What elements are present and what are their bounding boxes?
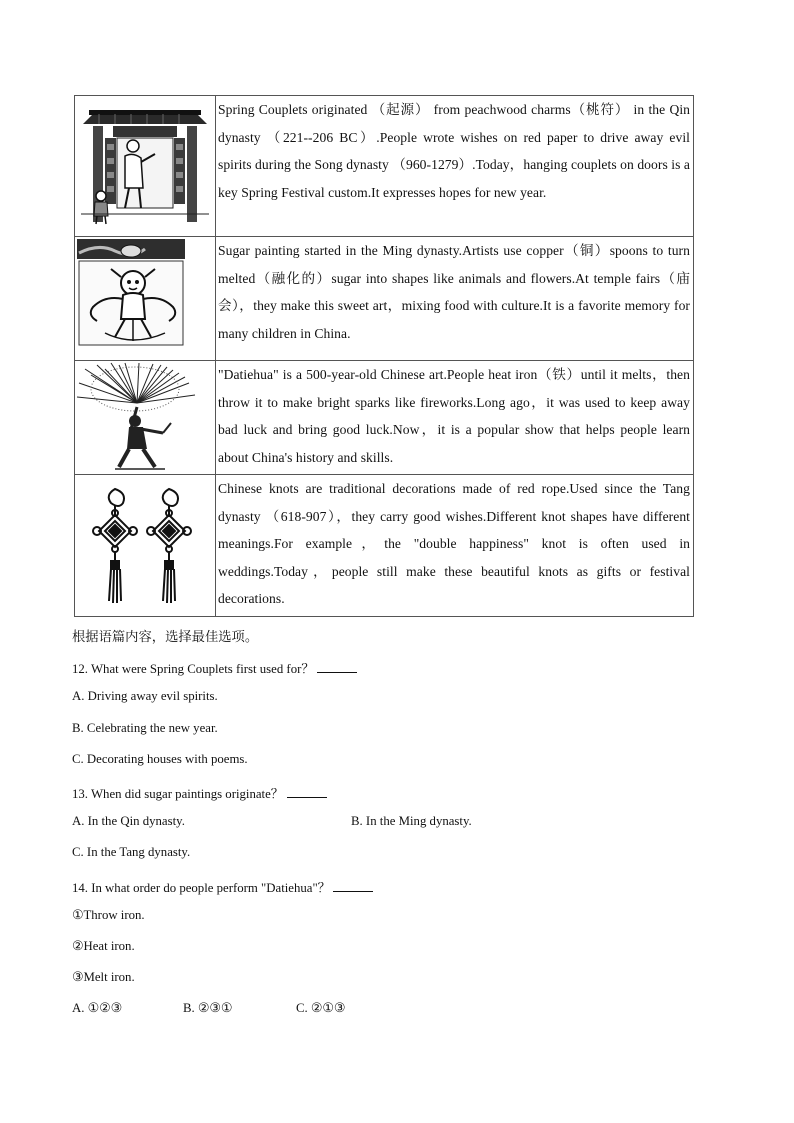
q14-option-b[interactable]: B. ②③①	[183, 1001, 233, 1015]
question-12	[72, 658, 357, 677]
q14-step-2: ②Heat iron.	[72, 939, 135, 953]
chinese-knots-text: Chinese knots are traditional decorations made of red rope.Used since the Tang dynasty （618-907），they carry good wishes.Different knot shapes have different meanings.For example，the "double happiness" knot is often used in weddings.Today，people still make these beautiful knots as gifts or festival decorations.	[216, 475, 694, 617]
question-12-stem: 12. What were Spring Couplets first used for？	[72, 662, 315, 676]
q12-option-b[interactable]: B. Celebrating the new year.	[72, 721, 218, 735]
q14-step-3: ③Melt iron.	[72, 970, 135, 984]
table-row	[75, 361, 694, 475]
question-13	[72, 783, 327, 802]
q14-option-a[interactable]: A. ①②③	[72, 1001, 123, 1015]
q12-option-a[interactable]: A. Driving away evil spirits.	[72, 689, 218, 703]
sugar-painting-text: Sugar painting started in the Ming dynasty.Artists use copper（铜）spoons to turn melted（融化的）sugar into shapes like animals and flowers.At temple fairs（庙会），they make this sweet art，mixing food with culture.It is a favorite memory for many children in China.	[216, 237, 694, 361]
question-14-stem: 14. In what order do people perform "Datiehua"？	[72, 881, 331, 895]
section-instruction: 根据语篇内容，选择最佳选项。	[72, 629, 259, 644]
question-14	[72, 877, 373, 896]
datiehua-text: "Datiehua" is a 500-year-old Chinese art.People heat iron（铁）until it melts，then throw it to make bright sparks like fireworks.Long ago，it was used to keep away bad luck and bring good luck.Now，it is a popular show that helps people learn about China's history and skills.	[216, 361, 694, 475]
spring-couplets-door-illustration	[75, 96, 216, 237]
sugar-painting-illustration	[75, 237, 216, 361]
q13-option-b[interactable]: B. In the Ming dynasty.	[351, 814, 472, 828]
chinese-knots-illustration	[75, 475, 216, 617]
spring-couplets-text: Spring Couplets originated （起源） from peachwood charms（桃符） in the Qin dynasty （221--206 BC）.People wrote wishes on red paper to drive away evil spirits during the Song dynasty （960-1279）.Today，hanging couplets on doors is a key Spring Festival custom.It expresses hopes for new year.	[216, 96, 694, 237]
table-row	[75, 96, 694, 237]
q12-option-c[interactable]: C. Decorating houses with poems.	[72, 752, 248, 766]
q14-option-c[interactable]: C. ②①③	[296, 1001, 346, 1015]
answer-blank-13[interactable]	[287, 786, 327, 798]
question-13-stem: 13. When did sugar paintings originate？	[72, 787, 284, 801]
q13-option-a[interactable]: A. In the Qin dynasty.	[72, 814, 185, 828]
datiehua-performer-illustration	[75, 361, 216, 475]
reading-table	[74, 95, 694, 617]
answer-blank-14[interactable]	[333, 880, 373, 892]
q13-option-c[interactable]: C. In the Tang dynasty.	[72, 845, 191, 859]
table-row	[75, 475, 694, 617]
table-row	[75, 237, 694, 361]
q14-step-1: ①Throw iron.	[72, 908, 145, 922]
answer-blank-12[interactable]	[317, 661, 357, 673]
